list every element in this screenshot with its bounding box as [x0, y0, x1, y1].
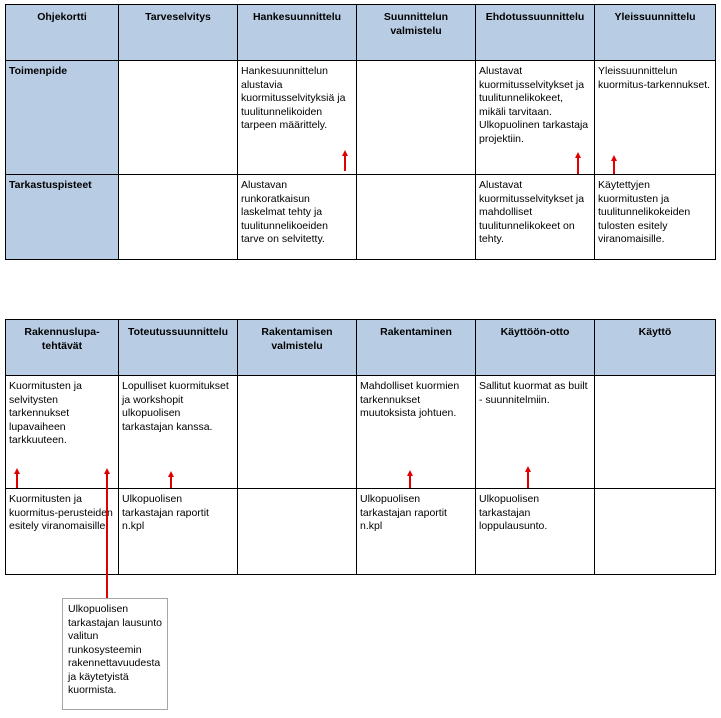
- table-cell: Alustavan runkoratkaisun laskelmat tehty ja tuulitunnelikoeiden tarve on selvitetty.: [238, 175, 357, 260]
- table-cell: Alustavat kuormitusselvitykset ja mahdolliset tuulitunnelikokeet on tehty.: [476, 175, 595, 260]
- table-cell: Käytettyjen kuormitusten ja tuulitunnelikokeiden tulosten esitely viranomaisille.: [595, 175, 716, 260]
- header-toteutussuunnittelu: Toteutussuunnittelu: [119, 320, 238, 376]
- header-suunnittelun-valmistelu: Suunnittelun valmistelu: [357, 5, 476, 61]
- header-kayttoonotto: Käyttöön-otto: [476, 320, 595, 376]
- header-yleissuunnittelu: Yleissuunnittelu: [595, 5, 716, 61]
- header-rakentamisen-valmistelu: Rakentamisen valmistelu: [238, 320, 357, 376]
- table-cell: Yleissuunnittelun kuormitus-tarkennukset.: [595, 61, 716, 175]
- table-cell: Lopulliset kuormitukset ja workshopit ulkopuolisen tarkastajan kanssa.: [119, 376, 238, 489]
- header-rakentaminen: Rakentaminen: [357, 320, 476, 376]
- table-cell: Ulkopuolisen tarkastajan loppulausunto.: [476, 489, 595, 575]
- table-cell: Alustavat kuormitusselvitykset ja tuulitunnelikokeet, mikäli tarvitaan. Ulkopuolinen tarkastaja projektiin.: [476, 61, 595, 175]
- table-row: [6, 376, 716, 489]
- table-cell: [119, 175, 238, 260]
- table-cell: [357, 175, 476, 260]
- row-label-toimenpide: Toimenpide: [6, 61, 119, 175]
- table-cell: Sallitut kuormat as built - suunnitelmiin.: [476, 376, 595, 489]
- table-cell: Kuormitusten ja kuormitus-perusteiden esitely viranomaisille: [6, 489, 119, 575]
- table-cell: [595, 376, 716, 489]
- table-cell: Ulkopuolisen tarkastajan raportit n.kpl: [119, 489, 238, 575]
- table-cell: [357, 61, 476, 175]
- header-kaytto: Käyttö: [595, 320, 716, 376]
- table-header-row: [6, 5, 716, 61]
- table-construction-phases: [5, 319, 716, 575]
- table-cell: Ulkopuolisen tarkastajan raportit n.kpl: [357, 489, 476, 575]
- header-hankesuunnittelu: Hankesuunnittelu: [238, 5, 357, 61]
- table-cell: Hankesuunnittelun alustavia kuormitusselvityksiä ja tuulitunnelikoiden tarpeen määrittely.: [238, 61, 357, 175]
- header-ehdotussuunnittelu: Ehdotussuunnittelu: [476, 5, 595, 61]
- table-cell: [119, 61, 238, 175]
- table-cell: [595, 489, 716, 575]
- row-label-tarkastuspisteet: Tarkastuspisteet: [6, 175, 119, 260]
- table-row: [6, 175, 716, 260]
- header-ohjekortti: Ohjekortti: [6, 5, 119, 61]
- table-header-row: [6, 320, 716, 376]
- header-tarveselvitys: Tarveselvitys: [119, 5, 238, 61]
- table-cell: [238, 376, 357, 489]
- table-cell: Kuormitusten ja selvitysten tarkennukset lupavaiheen tarkkuuteen.: [6, 376, 119, 489]
- note-box: Ulkopuolisen tarkastajan lausunto valitun runkosysteemin rakennettavuudesta ja käytetyistä kuormista.: [62, 598, 168, 710]
- header-rakennuslupa-tehtavat: Rakennuslupa-tehtävät: [6, 320, 119, 376]
- table-row: [6, 489, 716, 575]
- table-cell: Mahdolliset kuormien tarkennukset muutoksista johtuen.: [357, 376, 476, 489]
- table-row: [6, 61, 716, 175]
- table-design-phases: [5, 4, 716, 260]
- table-cell: [238, 489, 357, 575]
